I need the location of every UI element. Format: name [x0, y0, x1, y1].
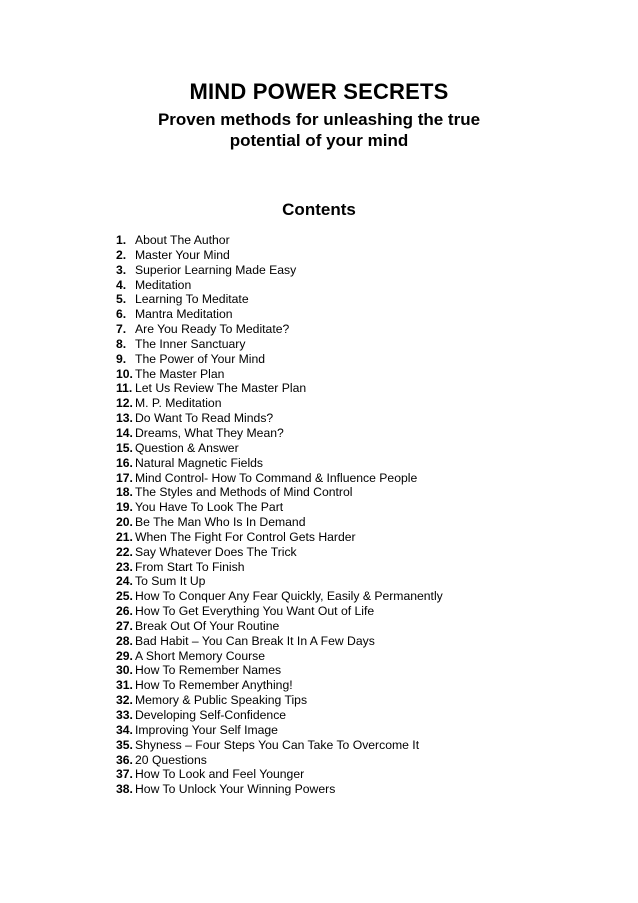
- toc-item-number: 3.: [116, 262, 127, 277]
- toc-item-title: Superior Learning Made Easy: [135, 262, 297, 277]
- toc-item-number: 35.: [116, 737, 133, 752]
- toc-item-title: 20 Questions: [135, 752, 207, 767]
- toc-item-number: 9.: [116, 351, 127, 366]
- toc-item-number: 14.: [116, 425, 133, 440]
- toc-item: [116, 723, 443, 738]
- toc-item: [116, 307, 443, 322]
- toc-item-number: 16.: [116, 455, 133, 470]
- toc-item: [116, 367, 443, 382]
- toc-item-number: 31.: [116, 678, 133, 693]
- toc-item: [116, 441, 443, 456]
- toc-item: [116, 634, 443, 649]
- toc-item-number: 4.: [116, 277, 127, 292]
- toc-item-number: 18.: [116, 485, 133, 500]
- toc-item-title: When The Fight For Control Gets Harder: [135, 529, 356, 544]
- toc-item-title: Shyness – Four Steps You Can Take To Overcome It: [135, 737, 420, 752]
- toc-item: [116, 530, 443, 545]
- toc-item: [116, 649, 443, 664]
- toc-item: [116, 426, 443, 441]
- toc-item-number: 1.: [116, 233, 127, 247]
- toc-item: [116, 693, 443, 708]
- toc-item-title: Mind Control- How To Command & Influence People: [135, 470, 418, 485]
- toc-item-number: 36.: [116, 752, 133, 767]
- toc-item: [116, 560, 443, 575]
- toc-item-number: 38.: [116, 782, 133, 797]
- toc-item: [116, 263, 443, 278]
- toc-item-number: 34.: [116, 722, 133, 737]
- toc-item-number: 27.: [116, 618, 133, 633]
- toc-item-title: Dreams, What They Mean?: [135, 425, 284, 440]
- toc-item: [116, 381, 443, 396]
- toc-item: [116, 322, 443, 337]
- toc-item: [116, 663, 443, 678]
- toc-item-number: 33.: [116, 708, 133, 722]
- toc-item-title: How To Get Everything You Want Out of Life: [135, 604, 375, 619]
- toc-item-title: The Master Plan: [135, 366, 225, 381]
- toc-item-title: Break Out Of Your Routine: [135, 618, 280, 633]
- toc-item-number: 11.: [116, 381, 133, 396]
- toc-item-title: About The Author: [135, 233, 230, 247]
- toc-item-title: A Short Memory Course: [135, 648, 266, 663]
- toc-item-title: To Sum It Up: [135, 574, 206, 589]
- toc-item-title: Memory & Public Speaking Tips: [135, 693, 308, 708]
- toc-item: [116, 574, 443, 589]
- toc-item-number: 6.: [116, 307, 127, 322]
- toc-item-number: 32.: [116, 693, 133, 708]
- document-subtitle: [0, 109, 638, 151]
- toc-item: [116, 767, 443, 782]
- toc-item: [116, 589, 443, 604]
- toc-item-title: Say Whatever Does The Trick: [135, 544, 297, 559]
- toc-item-number: 25.: [116, 589, 133, 604]
- toc-item-number: 23.: [116, 559, 133, 574]
- toc-item-title: How To Unlock Your Winning Powers: [135, 782, 336, 797]
- toc-item: [116, 545, 443, 560]
- toc-item: [116, 248, 443, 263]
- toc-item: [116, 708, 443, 723]
- toc-item-number: 24.: [116, 574, 133, 589]
- toc-item-title: From Start To Finish: [135, 559, 245, 574]
- toc-item-title: Question & Answer: [135, 440, 239, 455]
- toc-item: [116, 738, 443, 753]
- toc-item: [116, 337, 443, 352]
- toc-item: [116, 292, 443, 307]
- toc-item-title: Mantra Meditation: [135, 307, 233, 322]
- toc-item: [116, 233, 443, 248]
- toc-item-title: You Have To Look The Part: [135, 500, 284, 515]
- toc-item: [116, 471, 443, 486]
- toc-item-title: Let Us Review The Master Plan: [135, 381, 307, 396]
- toc-item-title: Learning To Meditate: [135, 292, 249, 307]
- toc-item-title: The Inner Sanctuary: [135, 336, 246, 351]
- toc-item: [116, 753, 443, 768]
- toc-item-number: 2.: [116, 247, 127, 262]
- toc-item: [116, 456, 443, 471]
- subtitle-line-1: Proven methods for unleashing the true: [157, 110, 481, 129]
- toc-item: [116, 619, 443, 634]
- toc-item-number: 22.: [116, 544, 133, 559]
- toc-item-title: M. P. Meditation: [135, 396, 222, 411]
- toc-item: [116, 604, 443, 619]
- toc-item: [116, 515, 443, 530]
- toc-item: [116, 278, 443, 293]
- toc-item: [116, 500, 443, 515]
- toc-item-number: 15.: [116, 440, 133, 455]
- toc-item-title: Are You Ready To Meditate?: [135, 322, 290, 337]
- toc-item-number: 12.: [116, 396, 133, 411]
- subtitle-line-2: potential of your mind: [229, 131, 409, 150]
- toc-item-number: 8.: [116, 336, 127, 351]
- toc-item-number: 10.: [116, 366, 133, 381]
- toc-item-number: 37.: [116, 767, 133, 782]
- toc-item-title: Master Your Mind: [135, 247, 230, 262]
- toc-item-number: 29.: [116, 648, 133, 663]
- toc-item-number: 19.: [116, 500, 133, 515]
- toc-item-title: How To Conquer Any Fear Quickly, Easily & Permanently: [135, 589, 443, 604]
- toc-item: [116, 411, 443, 426]
- toc-item-title: Developing Self-Confidence: [135, 708, 287, 722]
- toc-item-number: 30.: [116, 663, 133, 678]
- toc-item-number: 28.: [116, 633, 133, 648]
- toc-item-number: 21.: [116, 529, 133, 544]
- toc-item-title: How To Look and Feel Younger: [135, 767, 305, 782]
- contents-heading: Contents: [282, 200, 356, 219]
- toc-item-title: Meditation: [135, 277, 192, 292]
- toc-item-number: 26.: [116, 604, 133, 619]
- toc-item-title: Do Want To Read Minds?: [135, 411, 274, 426]
- toc-item: [116, 485, 443, 500]
- toc-item-title: Be The Man Who Is In Demand: [135, 515, 306, 530]
- toc-item: [116, 678, 443, 693]
- toc-item-title: Improving Your Self Image: [135, 722, 278, 737]
- document-title: MIND POWER SECRETS: [189, 79, 449, 104]
- toc-item: [116, 782, 443, 797]
- toc-item-number: 13.: [116, 411, 133, 426]
- toc-item-number: 20.: [116, 515, 133, 530]
- toc-item-number: 17.: [116, 470, 133, 485]
- toc-item: [116, 396, 443, 411]
- toc-item: [116, 352, 443, 367]
- toc-item-title: The Power of Your Mind: [135, 351, 266, 366]
- toc-item-title: How To Remember Anything!: [135, 678, 293, 693]
- toc-item-title: Bad Habit – You Can Break It In A Few Days: [135, 633, 375, 648]
- toc-item-number: 5.: [116, 292, 127, 307]
- toc-item-title: The Styles and Methods of Mind Control: [135, 485, 353, 500]
- toc-item-number: 7.: [116, 322, 127, 337]
- table-of-contents: [116, 233, 443, 797]
- toc-item-title: How To Remember Names: [135, 663, 282, 678]
- toc-item-title: Natural Magnetic Fields: [135, 455, 264, 470]
